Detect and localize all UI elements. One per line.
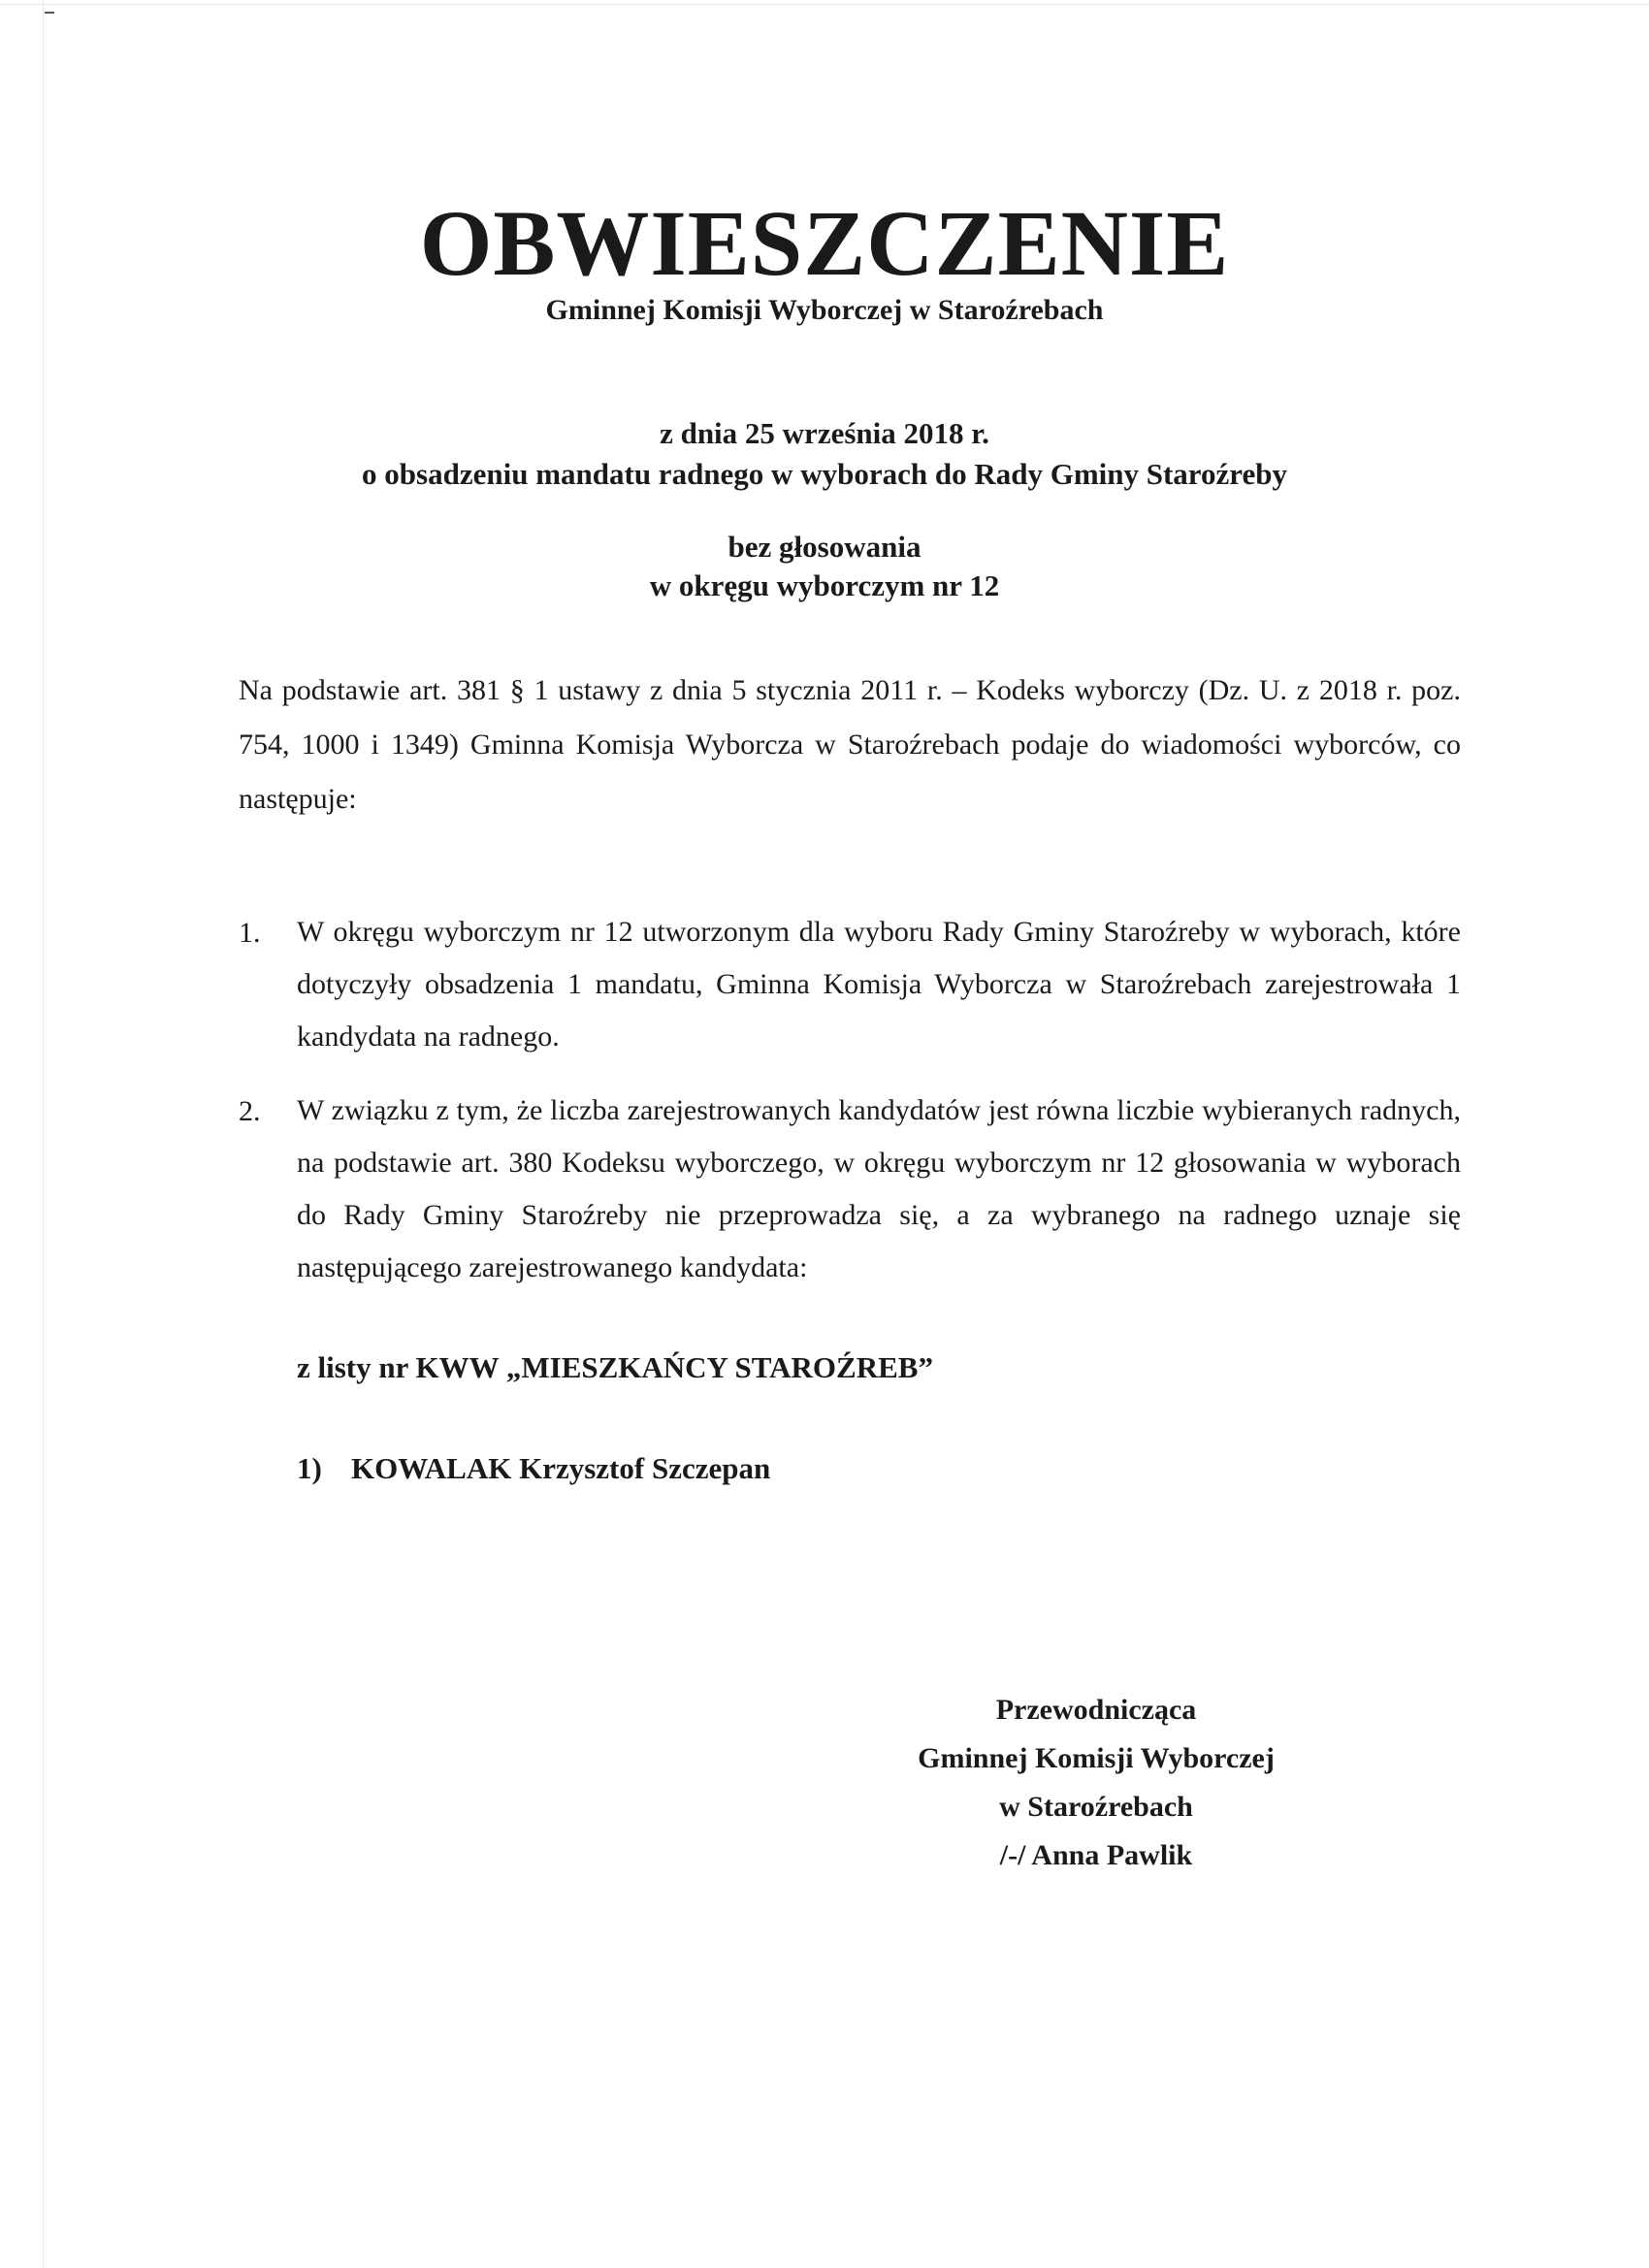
signature-block <box>854 1686 1339 1880</box>
list-item-text: W związku z tym, że liczba zarejestrowanych kandydatów jest równa liczbie wybieranych radnych, na podstawie art. 380 Kodeksu wyborczego, w okręgu wyborczym nr 12 głosowania w wyborach do Rady Gminy Staroźreby nie przeprowadza się, a za wybranego na radnego uznaje się następującego zarejestrowanego kandydata: <box>297 1094 1461 1283</box>
intro-paragraph: Na podstawie art. 381 § 1 ustawy z dnia 5 stycznia 2011 r. – Kodeks wyborczy (Dz. U. z 2018 r. poz. 754, 1000 i 1349) Gminna Komisja Wyborcza w Staroźrebach podaje do wiadomości wyborców, co następuje: <box>239 674 1461 815</box>
list-item-number: 1. <box>239 917 261 949</box>
list-label: z listy nr KWW „MIESZKAŃCY STAROŹREB” <box>297 1350 933 1384</box>
candidate-entry <box>297 1449 770 1488</box>
no-vote-line: bez głosowania <box>728 530 922 564</box>
scan-edge <box>0 4 1649 5</box>
signature-body: Gminnej Komisji Wyborczej <box>918 1742 1275 1774</box>
about-line: o obsadzeniu mandatu radnego w wyborach do Rady Gminy Staroźreby <box>362 457 1287 491</box>
document-title: OBWIESZCZENIE <box>419 191 1230 295</box>
candidate-number: 1) <box>297 1451 322 1485</box>
signature-role: Przewodnicząca <box>995 1694 1197 1726</box>
scan-mark <box>45 12 54 14</box>
candidate-name: KOWALAK Krzysztof Szczepan <box>351 1451 771 1485</box>
list-item-text: W okręgu wyborczym nr 12 utworzonym dla wyboru Rady Gminy Staroźreby w wyborach, które dotyczyły obsadzenia 1 mandatu, Gminna Komisja Wyborcza w Staroźrebach zarejestrowała 1 kandydata na radnego. <box>297 916 1461 1053</box>
scan-edge <box>43 0 44 2268</box>
list-item-number: 2. <box>239 1095 261 1127</box>
district-line: w okręgu wyborczym nr 12 <box>649 568 1000 602</box>
signature-name: /-/ Anna Pawlik <box>999 1839 1193 1871</box>
signature-place: w Staroźrebach <box>999 1791 1193 1823</box>
date-line: z dnia 25 września 2018 r. <box>660 416 989 450</box>
document-subtitle: Gminnej Komisji Wyborczej w Staroźrebach <box>545 294 1104 326</box>
